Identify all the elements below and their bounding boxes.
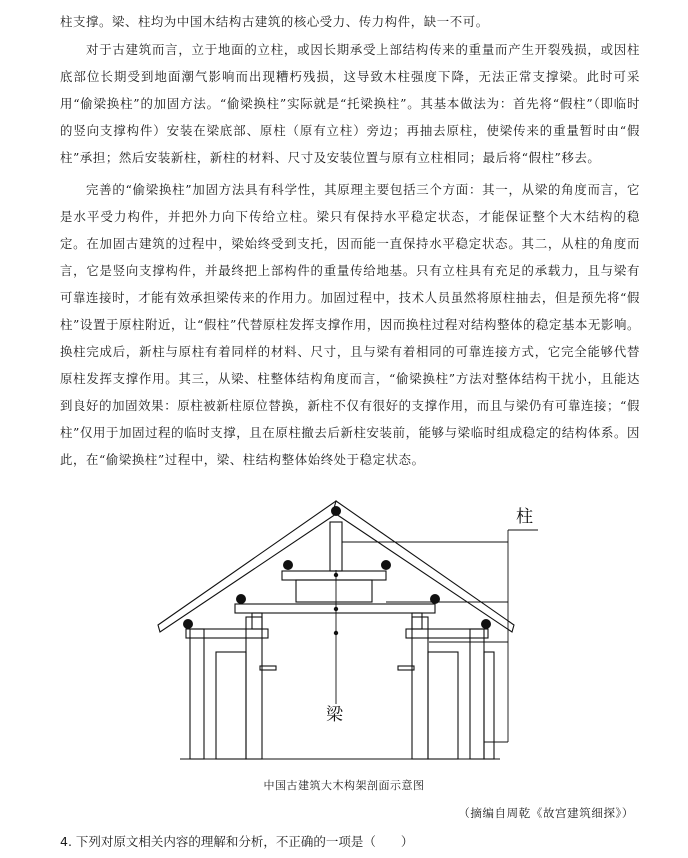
- pillar-label: 柱: [516, 507, 533, 527]
- beam-upper-block: [296, 580, 372, 602]
- inner-wall-right: [428, 652, 458, 759]
- roof-slope-right: [333, 501, 514, 632]
- timber-frame-section-diagram: [140, 492, 540, 762]
- inner-wall-left: [216, 652, 246, 759]
- purlin-eave-right: [481, 619, 491, 629]
- paragraph-1: 柱支撑。梁、柱均为中国木结构古建筑的核心受力、传力构件，缺一不可。: [60, 14, 489, 29]
- strut-right: [412, 613, 422, 629]
- outer-wall-right: [484, 652, 494, 759]
- strut-left: [252, 613, 262, 629]
- pillar-leader-lines: [342, 530, 538, 742]
- roof-slope-left: [158, 501, 339, 632]
- source-citation: （摘编自周乾《故宫建筑细探》）: [458, 806, 634, 820]
- paragraph-2: 对于古建筑而言，立于地面的立柱，或因长期承受上部结构传来的重量而产生开裂残损，或因柱底部位长期受到地面潮气影响而出现糟朽残损，这导致木柱强度下降，无法正常支撑梁。此时可采用“偷梁换柱”的加固方法。“偷梁换柱”实际就是“托梁换柱”。其基本做法为：首先将“假柱”（即临时的竖向支撑构件）安装在梁底部、原柱（原有立柱）旁边；再抽去原柱，使梁传来的重量暂时由“假柱”承担；然后安装新柱，新柱的材料、尺寸及安装位置与原有立柱相同；最后将“假柱”移去。: [60, 42, 640, 165]
- purlin-ridge: [331, 506, 341, 516]
- beam-label: 梁: [326, 705, 343, 725]
- tie-beam-left: [186, 629, 268, 638]
- purlin-upper-left: [283, 560, 293, 570]
- purlin-middle-right: [430, 594, 440, 604]
- purlin-upper-right: [381, 560, 391, 570]
- question-4: 4. 下列对原文相关内容的理解和分析，不正确的一项是（ ）: [60, 834, 414, 849]
- column-outer-right: [470, 629, 484, 759]
- purlin-middle-left: [236, 594, 246, 604]
- tie-beam-right: [406, 629, 488, 638]
- figure-caption: 中国古建筑大木构架剖面示意图: [263, 779, 425, 792]
- paragraph-3: 完善的“偷梁换柱”加固方法具有科学性，其原理主要包括三个方面：其一，从梁的角度而言，它是水平受力构件，并把外力向下传给立柱。梁只有保持水平稳定状态，才能保证整个大木结构的稳定。在加固古建筑的过程中，梁始终受到支托，因而能一直保持水平稳定状态。其二，从柱的角度而言，它是竖向支撑构件，并最终把上部构件的重量传给地基。只有立柱具有充足的承载力，且与梁有可靠连接时，才能有效承担梁传来的作用力。加固过程中，技术人员虽然将原柱抽去，但是预先将“假柱”设置于原柱附近，让“假柱”代替原柱发挥支撑作用，因而换柱过程对结构整体的稳定基本无影响。换柱完成后，新柱与原柱有着同样的材料、尺寸，且与梁有着相同的可靠连接方式，它完全能够代替原柱发挥支撑作用。其三，从梁、柱整体结构角度而言，“偷梁换柱”方法对整体结构干扰小，且能达到良好的加固效果：原柱被新柱原位替换，新柱不仅有很好的支撑作用，而且与梁仍有可靠连接；“假柱”仅用于加固过程的临时支撑，且在原柱撤去后新柱安装前，能够与梁临时组成稳定的结构体系。因此，在“偷梁换柱”过程中，梁、柱结构整体始终处于稳定状态。: [60, 182, 640, 467]
- column-outer-left: [190, 629, 204, 759]
- ridge-post: [330, 522, 342, 571]
- purlin-eave-left: [183, 619, 193, 629]
